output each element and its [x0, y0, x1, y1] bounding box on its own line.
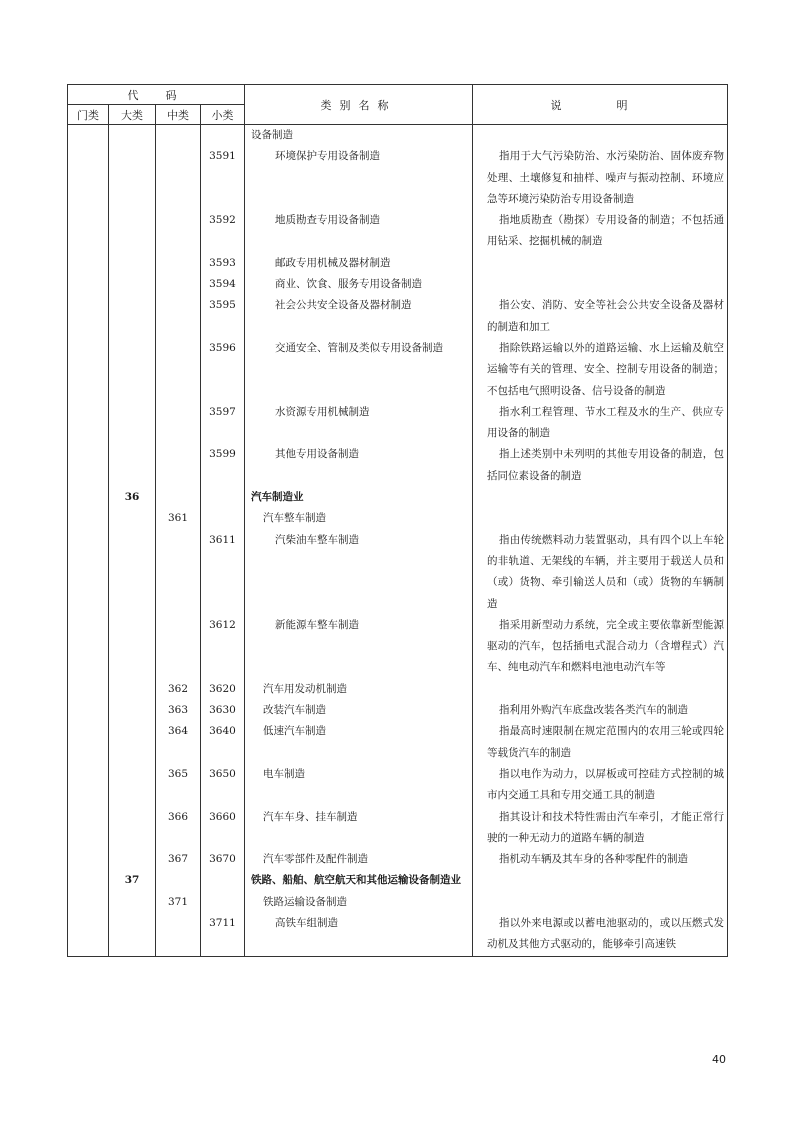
- table-row: [68, 849, 728, 870]
- da-cell: [109, 210, 156, 253]
- description-cell: 指其设计和技术特性需由汽车牵引，才能正常行驶的一种无动力的道路车辆的制造: [473, 807, 728, 850]
- men-cell: [68, 125, 109, 147]
- men-cell: [68, 210, 109, 253]
- zhong-cell: 363: [156, 700, 201, 721]
- zhong-cell: [156, 125, 201, 147]
- da-cell: 37: [109, 870, 156, 891]
- da-cell: [109, 892, 156, 913]
- description-cell: [473, 508, 728, 529]
- da-cell: [109, 700, 156, 721]
- table-row: [68, 295, 728, 338]
- da-cell: [109, 338, 156, 402]
- men-cell: [68, 402, 109, 445]
- zhong-cell: [156, 338, 201, 402]
- zhong-cell: [156, 253, 201, 274]
- table-row: [68, 764, 728, 807]
- table-row: [68, 721, 728, 764]
- description-cell: 指最高时速限制在规定范围内的农用三轮或四轮等载货汽车的制造: [473, 721, 728, 764]
- zhong-cell: [156, 615, 201, 679]
- description-cell: 指利用外购汽车底盘改装各类汽车的制造: [473, 700, 728, 721]
- zhong-cell: 371: [156, 892, 201, 913]
- da-cell: [109, 807, 156, 850]
- category-name-cell: 高铁车组制造: [245, 913, 473, 956]
- men-cell: [68, 444, 109, 487]
- xiao-cell: 3660: [201, 807, 245, 850]
- xiao-cell: 3640: [201, 721, 245, 764]
- da-cell: [109, 125, 156, 147]
- men-cell: [68, 807, 109, 850]
- description-cell: [473, 487, 728, 508]
- men-cell: [68, 146, 109, 210]
- table-row: [68, 615, 728, 679]
- men-cell: [68, 849, 109, 870]
- men-cell: [68, 274, 109, 295]
- category-name-cell: 社会公共安全设备及器材制造: [245, 295, 473, 338]
- da-cell: [109, 764, 156, 807]
- da-cell: [109, 274, 156, 295]
- category-name-cell: 商业、饮食、服务专用设备制造: [245, 274, 473, 295]
- zhong-cell: 362: [156, 679, 201, 700]
- table-row: [68, 444, 728, 487]
- page-number: 40: [712, 1053, 726, 1066]
- zhong-cell: [156, 402, 201, 445]
- table-row: [68, 508, 728, 529]
- da-cell: [109, 253, 156, 274]
- description-cell: [473, 125, 728, 147]
- table-row: [68, 402, 728, 445]
- category-name-cell: 水资源专用机械制造: [245, 402, 473, 445]
- table-row: [68, 892, 728, 913]
- table-row: [68, 274, 728, 295]
- name-column-header: 类别名称: [245, 85, 473, 125]
- men-cell: [68, 679, 109, 700]
- table-row: [68, 210, 728, 253]
- description-cell: 指用于大气污染防治、水污染防治、固体废弃物处理、土壤修复和抽样、噪声与振动控制、环境应急等环境污染防治专用设备制造: [473, 146, 728, 210]
- zhong-cell: 366: [156, 807, 201, 850]
- men-cell: [68, 700, 109, 721]
- description-cell: 指公安、消防、安全等社会公共安全设备及器材的制造和加工: [473, 295, 728, 338]
- men-column-header: 门类: [68, 105, 109, 125]
- da-cell: [109, 444, 156, 487]
- category-name-cell: 新能源车整车制造: [245, 615, 473, 679]
- men-cell: [68, 253, 109, 274]
- men-cell: [68, 615, 109, 679]
- men-cell: [68, 530, 109, 615]
- category-name-cell: 汽车零部件及配件制造: [245, 849, 473, 870]
- description-cell: [473, 253, 728, 274]
- table-row: [68, 700, 728, 721]
- description-cell: [473, 870, 728, 891]
- table-row: [68, 913, 728, 956]
- men-cell: [68, 338, 109, 402]
- xiao-cell: 3594: [201, 274, 245, 295]
- zhong-column-header: 中类: [156, 105, 201, 125]
- men-cell: [68, 295, 109, 338]
- category-name-cell: 改装汽车制造: [245, 700, 473, 721]
- table-row: [68, 253, 728, 274]
- category-name-cell: 设备制造: [245, 125, 473, 147]
- men-cell: [68, 721, 109, 764]
- zhong-cell: 367: [156, 849, 201, 870]
- category-name-cell: 汽车整车制造: [245, 508, 473, 529]
- description-cell: [473, 892, 728, 913]
- zhong-cell: [156, 274, 201, 295]
- zhong-cell: [156, 146, 201, 210]
- xiao-cell: 3611: [201, 530, 245, 615]
- table-row: [68, 870, 728, 891]
- description-column-header: 说 明: [473, 85, 728, 125]
- category-name-cell: 汽车车身、挂车制造: [245, 807, 473, 850]
- description-cell: 指以电作为动力，以屏板或可控硅方式控制的城市内交通工具和专用交通工具的制造: [473, 764, 728, 807]
- da-cell: [109, 913, 156, 956]
- da-cell: [109, 679, 156, 700]
- category-name-cell: 其他专用设备制造: [245, 444, 473, 487]
- da-cell: [109, 849, 156, 870]
- category-name-cell: 交通安全、管制及类似专用设备制造: [245, 338, 473, 402]
- zhong-cell: [156, 487, 201, 508]
- xiao-cell: [201, 487, 245, 508]
- da-cell: [109, 615, 156, 679]
- table-row: [68, 487, 728, 508]
- zhong-cell: [156, 530, 201, 615]
- description-cell: 指采用新型动力系统，完全或主要依靠新型能源驱动的汽车，包括插电式混合动力（含增程式）汽车、纯电动汽车和燃料电池电动汽车等: [473, 615, 728, 679]
- xiao-cell: [201, 125, 245, 147]
- xiao-cell: [201, 870, 245, 891]
- xiao-cell: 3593: [201, 253, 245, 274]
- xiao-cell: 3612: [201, 615, 245, 679]
- men-cell: [68, 913, 109, 956]
- xiao-cell: 3596: [201, 338, 245, 402]
- description-cell: 指以外来电源或以蓄电池驱动的，或以压燃式发动机及其他方式驱动的，能够牵引高速铁: [473, 913, 728, 956]
- men-cell: [68, 870, 109, 891]
- xiao-cell: 3599: [201, 444, 245, 487]
- xiao-cell: 3591: [201, 146, 245, 210]
- men-cell: [68, 892, 109, 913]
- category-name-cell: 地质勘查专用设备制造: [245, 210, 473, 253]
- zhong-cell: 361: [156, 508, 201, 529]
- xiao-cell: 3595: [201, 295, 245, 338]
- men-cell: [68, 487, 109, 508]
- description-cell: 指水利工程管理、节水工程及水的生产、供应专用设备的制造: [473, 402, 728, 445]
- xiao-cell: [201, 892, 245, 913]
- zhong-cell: [156, 870, 201, 891]
- men-cell: [68, 508, 109, 529]
- description-cell: [473, 274, 728, 295]
- xiao-cell: 3597: [201, 402, 245, 445]
- zhong-cell: [156, 295, 201, 338]
- da-cell: [109, 146, 156, 210]
- classification-table: [67, 84, 728, 957]
- xiao-cell: 3650: [201, 764, 245, 807]
- men-cell: [68, 764, 109, 807]
- da-cell: [109, 508, 156, 529]
- category-name-cell: 铁路、船舶、航空航天和其他运输设备制造业: [245, 870, 473, 891]
- xiao-cell: 3592: [201, 210, 245, 253]
- table-row: [68, 807, 728, 850]
- xiao-column-header: 小类: [201, 105, 245, 125]
- category-name-cell: 环境保护专用设备制造: [245, 146, 473, 210]
- zhong-cell: 365: [156, 764, 201, 807]
- description-cell: [473, 679, 728, 700]
- da-cell: [109, 721, 156, 764]
- xiao-cell: 3620: [201, 679, 245, 700]
- category-name-cell: 电车制造: [245, 764, 473, 807]
- description-cell: 指机动车辆及其车身的各种零配件的制造: [473, 849, 728, 870]
- category-name-cell: 汽车制造业: [245, 487, 473, 508]
- code-group-header: 代 码: [68, 85, 245, 105]
- table-row: [68, 530, 728, 615]
- xiao-cell: 3670: [201, 849, 245, 870]
- table-row: [68, 146, 728, 210]
- zhong-cell: [156, 444, 201, 487]
- da-cell: [109, 530, 156, 615]
- zhong-cell: [156, 210, 201, 253]
- zhong-cell: [156, 913, 201, 956]
- xiao-cell: [201, 508, 245, 529]
- da-cell: 36: [109, 487, 156, 508]
- description-cell: 指上述类别中未列明的其他专用设备的制造，包括同位素设备的制造: [473, 444, 728, 487]
- category-name-cell: 邮政专用机械及器材制造: [245, 253, 473, 274]
- zhong-cell: 364: [156, 721, 201, 764]
- description-cell: 指由传统燃料动力装置驱动，具有四个以上车轮的非轨道、无架线的车辆，并主要用于载送人员和（或）货物、牵引输送人员和（或）货物的车辆制造: [473, 530, 728, 615]
- category-name-cell: 低速汽车制造: [245, 721, 473, 764]
- da-column-header: 大类: [109, 105, 156, 125]
- description-cell: 指除铁路运输以外的道路运输、水上运输及航空运输等有关的管理、安全、控制专用设备的制造；不包括电气照明设备、信号设备的制造: [473, 338, 728, 402]
- table-row: [68, 125, 728, 147]
- description-cell: 指地质勘查（勘探）专用设备的制造；不包括通用钻采、挖掘机械的制造: [473, 210, 728, 253]
- category-name-cell: 铁路运输设备制造: [245, 892, 473, 913]
- table-row: [68, 338, 728, 402]
- table-row: [68, 679, 728, 700]
- da-cell: [109, 402, 156, 445]
- table-body: [68, 125, 728, 957]
- category-name-cell: 汽柴油车整车制造: [245, 530, 473, 615]
- xiao-cell: 3711: [201, 913, 245, 956]
- category-name-cell: 汽车用发动机制造: [245, 679, 473, 700]
- xiao-cell: 3630: [201, 700, 245, 721]
- da-cell: [109, 295, 156, 338]
